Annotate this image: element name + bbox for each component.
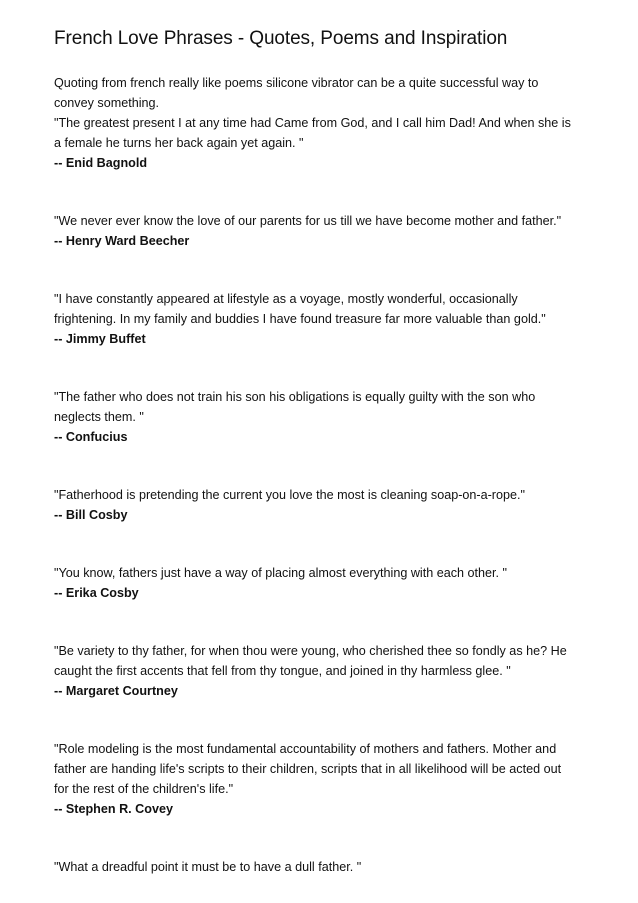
quote-line: "We never ever know the love of our parents for us till we have become mother and father."	[54, 214, 562, 228]
quote-author: -- Stephen R. Covey	[54, 802, 173, 816]
quote-line: "The father who does not train his son his obligations is equally guilty with the son who	[54, 390, 536, 404]
quote-line: "You know, fathers just have a way of placing almost everything with each other. "	[54, 566, 508, 580]
quote-block	[54, 739, 594, 819]
quote-block	[54, 641, 594, 701]
quote-author: -- Margaret Courtney	[54, 684, 178, 698]
document-page	[54, 27, 594, 877]
quote-line: father are handing life's scripts to their children, scripts that in all likelihood will be acted out	[54, 762, 562, 776]
quote-line: "Fatherhood is pretending the current you love the most is cleaning soap-on-a-rope."	[54, 488, 525, 502]
quote-line: "The greatest present I at any time had Came from God, and I call him Dad! And when she is	[54, 116, 571, 130]
quote-line: for the rest of the children's life."	[54, 782, 234, 796]
quote-line: "What a dreadful point it must be to have a dull father. "	[54, 860, 362, 874]
quote-line: "I have constantly appeared at lifestyle as a voyage, mostly wonderful, occasionally	[54, 292, 518, 306]
quote-line: caught the first accents that fell from thy tongue, and joined in thy harmless glee. "	[54, 664, 511, 678]
quote-author: -- Enid Bagnold	[54, 156, 148, 170]
quote-line: frightening. In my family and buddies I have found treasure far more valuable than gold."	[54, 312, 546, 326]
quote-block	[54, 485, 594, 525]
intro-line: Quoting from french really like poems silicone vibrator can be a quite successful way to	[54, 76, 539, 90]
quote-line: neglects them. "	[54, 410, 144, 424]
quote-author: -- Jimmy Buffet	[54, 332, 146, 346]
quote-author: -- Bill Cosby	[54, 508, 128, 522]
quote-author: -- Henry Ward Beecher	[54, 234, 190, 248]
quote-author: -- Confucius	[54, 430, 128, 444]
page-title: French Love Phrases - Quotes, Poems and Inspiration	[54, 28, 508, 49]
quote-author: -- Erika Cosby	[54, 586, 139, 600]
intro-line: convey something.	[54, 96, 160, 110]
quote-line: a female he turns her back again yet again. "	[54, 136, 304, 150]
quote-line: "Role modeling is the most fundamental accountability of mothers and fathers. Mother and	[54, 742, 557, 756]
quote-block	[54, 387, 594, 447]
quote-block	[54, 857, 594, 877]
quote-line: "Be variety to thy father, for when thou were young, who cherished thee so fondly as he? He	[54, 644, 567, 658]
quote-block	[54, 211, 594, 251]
quote-block	[54, 289, 594, 349]
quote-block	[54, 563, 594, 603]
quote-block	[54, 113, 594, 173]
intro-paragraph	[54, 73, 594, 113]
